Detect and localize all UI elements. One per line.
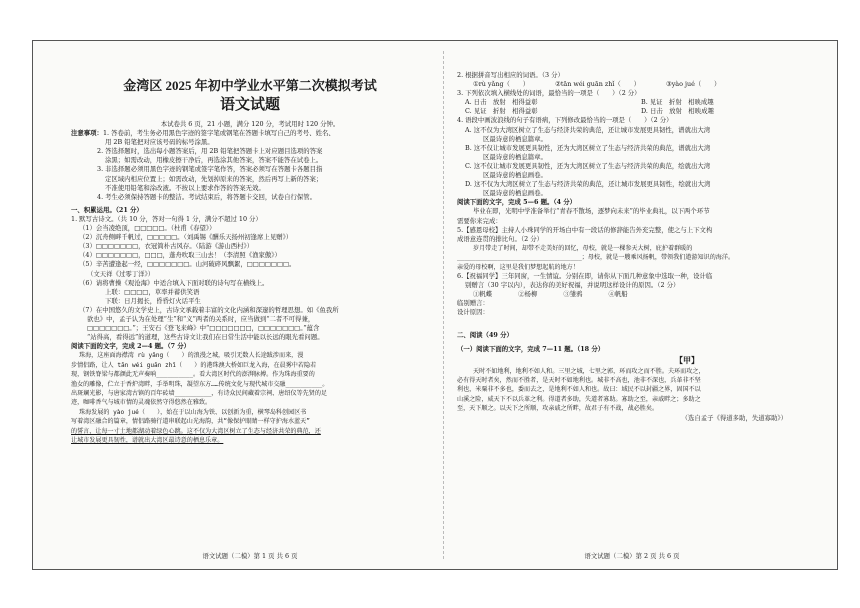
passage-line-wavy: 的誓言，让每一寸土地都湖动着绿色心跳。这不仅为大湾区树立了生态与经济共荣的典范，还 — [71, 427, 321, 435]
q3-options-row — [457, 98, 807, 107]
option-cont: 区最诗意的栖息画卷。 — [483, 171, 547, 180]
option: A. 这不仅为大湾区树立了生态与经济共荣的典范，还让城市发展更具韧性，谱就出大湾 — [465, 125, 711, 134]
question-item: 欲也》中，孟子认为在处理“生”和“义”两者的关系时，应当做到“二者不可得兼， — [87, 314, 315, 323]
notice-line-1: 注意事项：1. 答卷前，考生务必用黑色字迹的签字笔或钢笔在答题卡填写自己的考号、姓名、 — [71, 129, 335, 138]
classical-line: 必有得天时者矣，然而不胜者，是天时不如地利也。城非不高也，池非不深也，兵革非不坚 — [457, 377, 701, 385]
notice-line: 用 2B 铅笔把对应该号码的标号涂黑。 — [105, 138, 214, 147]
option-cont: 区最诗意的栖息画卷。 — [483, 189, 547, 198]
reason-field[interactable]: 设计原因： — [457, 308, 489, 317]
option: D. 日击 放射 相映成趣 — [641, 107, 714, 116]
option: B. 见证 折射 相映成趣 — [641, 98, 714, 107]
page-divider — [443, 51, 444, 559]
option: A. 日击 放射 相得益彰 — [465, 98, 538, 107]
question-item: □□□□□□□。”；王安石《登飞来峰》中“□□□□□□□，□□□□□□□。”蕴含 — [87, 324, 320, 333]
option: ④帆船 — [608, 290, 628, 299]
exam-sheet — [32, 40, 838, 570]
question-item: （文天祥《过零丁洋》） — [87, 269, 155, 278]
passage-line: 迹，咖啡香气与城市情的灵魂依然守得悠然在雅致。 — [71, 399, 212, 407]
option: ①帆蝶 — [473, 290, 493, 299]
classical-line: 天时不如地利，地利不如人和。三里之城，七里之郭，环而攻之而不胜。夫环而攻之， — [473, 367, 705, 375]
passage-line: 写着湾区融合的篇章，情侣路骑行道串联起山光海韵，共“像保护眼睛一样守护海水蓝天” — [71, 418, 310, 426]
passage-line: 珠海发展的 yào jué（ ），始在于以山海为铁、以创新为重，横琴岛科创园区书 — [79, 408, 307, 416]
option: C. 这不仅让城市发展更具韧性，还为大湾区树立了生态与经济共荣的典范，绘就出大湾 — [465, 161, 711, 170]
question-2: 2. 根据拼音写出相应的词语。（3 分） — [457, 71, 564, 79]
question-5-line: 成语意连贯的排比句。（2 分） — [457, 234, 543, 243]
page-2 — [457, 49, 807, 561]
question-item: （3）□□□□□□□，衣冠简朴古风存。（陆游《游山西村》） — [79, 242, 254, 251]
option-cont: 区最诗意的栖息篇章。 — [483, 152, 547, 161]
notice-line: 2. 答选择题时，选出每小题答案后，用 2B 铅笔把答题卡上对应题目选项的答案 — [97, 147, 323, 156]
q2-items — [457, 80, 807, 89]
q2-item: ③yào jué（ ） — [665, 80, 721, 89]
option: ③雏鸦 — [563, 290, 583, 299]
question-item: （6）请将曹操《观沧海》中适合填入下面对联的诗句写在横线上。 — [79, 278, 269, 287]
question-5-line: 亲爱的母校啊，这里是我们梦想起航的地方！ — [457, 263, 579, 271]
section-heading: 一、积累运用。（21 分） — [71, 205, 143, 214]
question-5-blank[interactable]: __________________________________；母校，就是一艘乘风扬帆，带领我们遨游知识的海洋。 — [457, 254, 735, 262]
notice-line: 4. 考生必须保持答题卡的整洁。考试结束后，将答题卡交回，试卷自行保管。 — [97, 192, 317, 201]
intro-line: 毕业在即，光明中学准备举行“青春不散场，逐梦向未来”的毕业典礼，以下两个环节 — [473, 207, 710, 216]
option: ②杨柳 — [518, 290, 538, 299]
question-6: 6.【祝福同学】三年同窗，一生情谊。分别在即，请你从下面几种意象中选取一种，设计临 — [457, 272, 713, 280]
passage-source: （选自孟子《得道多助，失道寡助》） — [681, 413, 787, 422]
q6-options — [457, 290, 807, 299]
passage-line: 珠海，这座面海襟湾 rù yǎng（ ）的浪漫之城，吸引无数人长途跋涉而来，漫 — [79, 352, 304, 360]
passage-line: 步情侣路，让人 tān wéi guān zhǐ（ ）的港珠澳大桥如巨龙入海，在晨雾中若隐若 — [71, 361, 317, 369]
q2-item: ①rù yǎng（ ） — [473, 80, 530, 89]
passage-line: 现，钢铁脊梁与都颜此无声奏响__________。看大湾区时代的澎湃脉搏。作为珠海重要的 — [71, 371, 315, 379]
notice-label: 注意事项： — [71, 129, 103, 138]
question-item: （4）□□□□□□□，□□□，蓬舟吹取三山去！（李清照《渔家傲》） — [79, 251, 281, 260]
passage-line-wavy: 让城市发展更具韧性，谱就出大湾区最诗意的栖息乐章。 — [71, 437, 224, 444]
notice-line: 不准使用铅笔和涂改液。不按以上要求作答的答案无效。 — [105, 183, 265, 192]
classical-line: 利也，米粟非不多也，委而去之，是地利不如人和也。故曰：域民不以封疆之界，固国不以 — [457, 386, 701, 394]
classical-line: 山溪之险，威天下不以兵革之利。得道者多助，失道者寡助。寡助之至，亲戚畔之；多助之 — [457, 395, 701, 403]
question-5-line: 岁月带走了时间，却带不走美好的回忆，母校，就是一棵参天大树，庇护着群暖的 — [473, 244, 693, 252]
passage-line: 出斑斓光影，与唐家湾古镇的百年砖墙__________，有诗众民间藏着宗祠、唐绍仪等先贤的足 — [71, 389, 328, 397]
intro-line: 需要你来完成： — [457, 216, 502, 225]
passage-jia-label: 【甲】 — [675, 354, 699, 365]
page-footer: 语文试题（二模）第 1 页 共 6 页 — [202, 552, 298, 560]
exam-title: 金湾区 2025 年初中学业水平第二次模拟考试 — [123, 78, 377, 93]
subsection-heading: （一）阅读下面的文字，完成 7—11 题。（18 分） — [457, 344, 605, 353]
question-item: （2）沉舟侧畔千帆过，□□□□□。（刘禹锡《酬乐天扬州初逢席上见赠》） — [79, 233, 293, 242]
notice-line: 涂黑；如需改动，用橡皮擦干净后，再选涂其他答案，答案不能答在试卷上。 — [105, 156, 323, 165]
couplet-line: 下联：日月揭长，昏昏灯火话平生 — [105, 296, 201, 305]
question-1: 1. 默写古诗文。（共 10 分，答对一句得 1 分，满分不超过 10 分） — [71, 214, 262, 223]
farewell-field[interactable]: 临别赠言： — [457, 299, 489, 308]
question-item: “站得高，看得远”的道理，这些古诗文让我们在日常生活中能以长远的眼光看问题。 — [87, 333, 324, 342]
question-3: 3. 下列依次填入横线处的词语，最恰当的一项是（ ）（2 分） — [457, 89, 641, 98]
option: B. 这不仅让城市发展更具韧性，还为大湾区树立了生态与经济共荣的典范，谱就出大湾 — [465, 143, 711, 152]
reading-label: 阅读下面的文字，完成 5—6 题。（4 分） — [457, 198, 577, 207]
passage-line: 渔女的雕像，伫立于香炉湾畔，手举明珠，凝望东方……传统文化与现代城市交融__________。 — [71, 380, 329, 388]
notice-line: 定区域内相应位置上；如需改动，先划掉原来的答案，然后再写上新的答案； — [105, 174, 323, 183]
subject-title: 语文试题 — [219, 97, 280, 113]
page-footer: 语文试题（二模）第 2 页 共 6 页 — [584, 552, 680, 560]
question-item: （7）在中国悠久的文学史上，古诗文承载着丰富的文化内涵和深邃的哲理思想。如《鱼我所 — [79, 305, 339, 314]
q2-item: ②tān wéi guān zhǐ（ ） — [555, 80, 640, 89]
option: D. 这不仅为大湾区树立了生态与经济共荣的典范，还让城市发展更具韧性，绘就出大湾 — [465, 180, 711, 189]
section-heading: 二、阅读（49 分） — [457, 331, 513, 340]
option: C. 见证 折射 相得益彰 — [465, 107, 538, 116]
passage-label: 阅读下面的文字，完成 2—4 题。（7 分） — [71, 342, 191, 351]
page-1 — [71, 49, 429, 561]
classical-line: 至，天下顺之。以天下之所顺，攻亲戚之所畔，故君子有不战，战必胜矣。 — [457, 405, 659, 413]
exam-meta: 本试卷共 6 页，21 小题，满分 120 分，考试用时 120 分钟。 — [160, 120, 340, 128]
question-6-line: 别赠言（30 字以内），表达你的美好祝福，并说明这样设计的原因。（2 分） — [465, 281, 680, 290]
option-cont: 区最诗意的栖息篇章。 — [483, 134, 547, 143]
couplet-line: 上联：□□□□，草率并蓄供笑语 — [105, 287, 200, 296]
question-item: （1）会当凌绝顶，□□□□□。（杜甫《春望》） — [79, 224, 216, 233]
question-4: 4. 语段中画波浪线的句子有语病，下列修改最恰当的一项是（ ）（2 分） — [457, 116, 673, 125]
notice-line: 3. 非选择题必须用黑色字迹的钢笔或签字笔作答，答案必须写在答题卡各题目指 — [97, 165, 323, 174]
q3-options-row — [457, 107, 807, 116]
question-item: （5）辛苦遭逢起一经，□□□□□□□。山河破碎风飘絮，□□□□□□□。 — [79, 260, 296, 269]
question-5: 5.【感恩母校】主持人小珠同学的开场白中有一段话的修辞能告外充完整，使之与上下文构 — [457, 225, 713, 234]
